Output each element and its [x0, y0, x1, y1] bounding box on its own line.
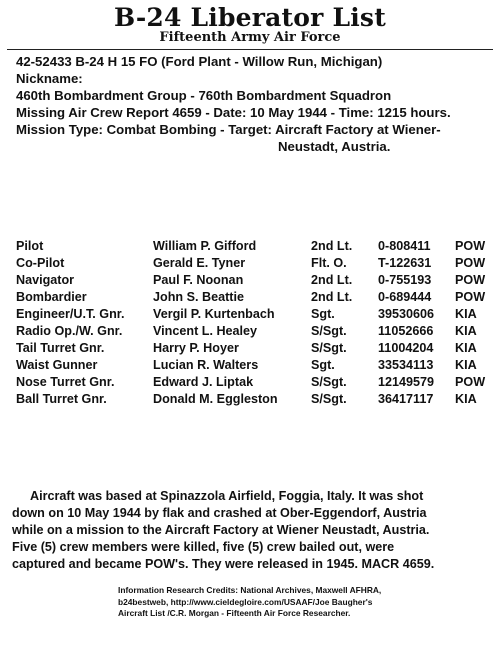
crew-serial: 33534113	[378, 358, 434, 372]
loss-summary	[12, 488, 496, 573]
crew-serial: 0-808411	[378, 239, 431, 253]
page-subtitle: Fifteenth Army Air Force	[159, 30, 341, 45]
crew-status: POW	[455, 256, 486, 270]
crew-status: POW	[455, 290, 486, 304]
crew-position: Bombardier	[16, 290, 87, 304]
crew-row	[16, 255, 492, 272]
crew-serial: 36417117	[378, 392, 434, 406]
summary-line: down on 10 May 1944 by flak and crashed at Ober-Eggendorf, Austria	[12, 506, 427, 520]
crew-rank: Sgt.	[311, 307, 335, 321]
crew-name: Donald M. Eggleston	[153, 392, 278, 406]
credits-line: b24bestweb, http://www.cieldegloire.com/USAAF/Joe Baugher's	[118, 596, 373, 607]
crew-row	[16, 289, 492, 306]
summary-line: Aircraft was based at Spinazzola Airfield, Foggia, Italy. It was shot	[30, 489, 424, 503]
crew-serial: 0-689444	[378, 290, 432, 304]
crew-serial: 11004204	[378, 341, 434, 355]
crew-row	[16, 238, 492, 255]
serial-line: 42-52433 B-24 H 15 FO (Ford Plant - Willow Run, Michigan)	[16, 54, 383, 69]
crew-status: KIA	[455, 324, 477, 338]
crew-rank: 2nd Lt.	[311, 239, 353, 253]
crew-position: Nose Turret Gnr.	[16, 375, 115, 389]
crew-name: John S. Beattie	[153, 290, 244, 304]
crew-serial: T-122631	[378, 256, 432, 270]
crew-position: Engineer/U.T. Gnr.	[16, 307, 125, 321]
crew-name: Vergil P. Kurtenbach	[153, 307, 275, 321]
crew-row	[16, 323, 492, 340]
credits-line: Information Research Credits: National Archives, Maxwell AFHRA,	[118, 585, 382, 595]
crew-row	[16, 340, 492, 357]
crew-row	[16, 306, 492, 323]
crew-status: KIA	[455, 341, 477, 355]
page-title: B-24 Liberator List	[114, 3, 386, 32]
crew-status: KIA	[455, 392, 477, 406]
crew-name: Vincent L. Healey	[153, 324, 258, 338]
research-credits	[118, 585, 418, 620]
crew-status: POW	[455, 273, 486, 287]
credits-line: Aircraft List /C.R. Morgan - Fifteenth Air Force Researcher.	[118, 608, 351, 618]
crew-name: Harry P. Hoyer	[153, 341, 239, 355]
header-divider	[7, 49, 493, 50]
crew-name: Edward J. Liptak	[153, 375, 254, 389]
summary-line: while on a mission to the Aircraft Factory at Wiener Neustadt, Austria.	[12, 523, 430, 537]
crew-rank: S/Sgt.	[311, 341, 347, 355]
crew-rank: Sgt.	[311, 358, 335, 372]
crew-position: Radio Op./W. Gnr.	[16, 324, 123, 338]
crew-position: Co-Pilot	[16, 256, 65, 270]
macr-line: Missing Air Crew Report 4659 - Date: 10 May 1944 - Time: 1215 hours.	[16, 105, 451, 120]
crew-status: KIA	[455, 307, 477, 321]
crew-row	[16, 374, 492, 391]
crew-name: Gerald E. Tyner	[153, 256, 246, 270]
crew-serial: 12149579	[378, 375, 435, 389]
crew-position: Waist Gunner	[16, 358, 98, 372]
crew-rank: S/Sgt.	[311, 392, 347, 406]
aircraft-info	[16, 53, 492, 155]
crew-row	[16, 357, 492, 374]
crew-list	[16, 238, 492, 408]
crew-name: William P. Gifford	[153, 239, 257, 253]
crew-position: Pilot	[16, 239, 44, 253]
mission-line: Mission Type: Combat Bombing - Target: Aircraft Factory at Wiener-	[16, 122, 441, 137]
crew-rank: 2nd Lt.	[311, 290, 353, 304]
crew-status: POW	[455, 375, 486, 389]
crew-rank: S/Sgt.	[311, 324, 347, 338]
mission-line-cont: Neustadt, Austria.	[278, 139, 391, 154]
crew-position: Ball Turret Gnr.	[16, 392, 107, 406]
crew-status: KIA	[455, 358, 477, 372]
crew-serial: 0-755193	[378, 273, 432, 287]
nickname-line: Nickname:	[16, 71, 83, 86]
summary-line: Five (5) crew members were killed, five (5) crew bailed out, were	[12, 540, 395, 554]
crew-name: Lucian R. Walters	[153, 358, 259, 372]
group-line: 460th Bombardment Group - 760th Bombardment Squadron	[16, 88, 392, 103]
crew-serial: 11052666	[378, 324, 434, 338]
crew-position: Tail Turret Gnr.	[16, 341, 105, 355]
crew-rank: Flt. O.	[311, 256, 347, 270]
crew-rank: 2nd Lt.	[311, 273, 353, 287]
crew-position: Navigator	[16, 273, 75, 287]
crew-row	[16, 391, 492, 408]
summary-line: captured and became POW's. They were released in 1945. MACR 4659.	[12, 557, 435, 571]
crew-status: POW	[455, 239, 486, 253]
crew-serial: 39530606	[378, 307, 435, 321]
crew-rank: S/Sgt.	[311, 375, 347, 389]
crew-row	[16, 272, 492, 289]
crew-name: Paul F. Noonan	[153, 273, 244, 287]
